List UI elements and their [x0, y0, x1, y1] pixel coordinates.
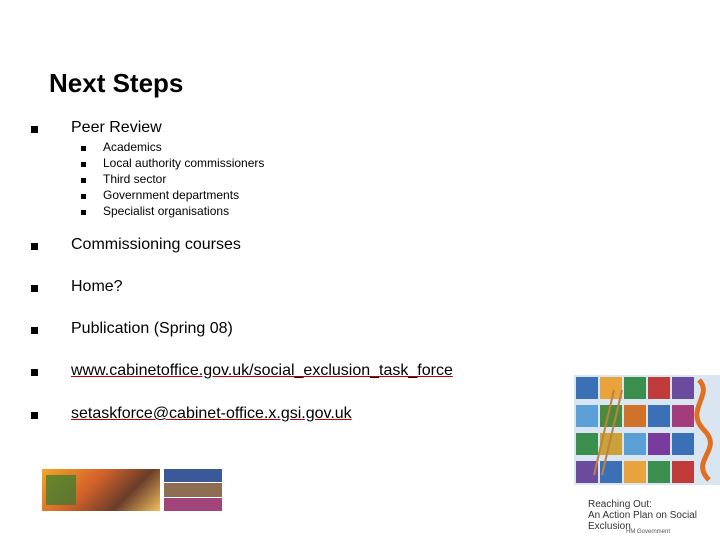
photo-tile — [46, 475, 76, 505]
snakes-ladders-board — [574, 375, 720, 485]
photo-strip — [42, 469, 222, 511]
peer-review-label: Peer Review — [71, 119, 162, 136]
slide-title: Next Steps — [49, 68, 184, 98]
website-link[interactable]: www.cabinetoffice.gov.uk/social_exclusion_task_force — [71, 362, 453, 379]
commissioning-courses: Commissioning courses — [71, 236, 241, 253]
bullet-icon — [81, 210, 86, 215]
publication-item: Publication (Spring 08) — [71, 320, 233, 337]
bullet-icon — [81, 146, 86, 151]
bullet-icon — [31, 369, 38, 376]
photo-tile — [164, 469, 222, 482]
sub-item-academics: Academics — [103, 140, 162, 154]
snake-icon — [574, 375, 720, 485]
home-item: Home? — [71, 278, 123, 295]
photo-tile — [164, 483, 222, 497]
sub-item-local-authority: Local authority commissioners — [103, 156, 265, 170]
email-link[interactable]: setaskforce@cabinet-office.x.gsi.gov.uk — [71, 405, 352, 422]
photo-tile — [164, 498, 222, 511]
bullet-icon — [81, 178, 86, 183]
sub-item-specialist: Specialist organisations — [103, 204, 230, 218]
bullet-icon — [31, 327, 38, 334]
cover-title: Reaching Out: An Action Plan on Social Exclusion — [588, 499, 697, 532]
report-cover-image — [574, 375, 720, 540]
bullet-icon — [31, 285, 38, 292]
bullet-icon — [81, 194, 86, 199]
sub-item-third-sector: Third sector — [103, 172, 167, 186]
bullet-icon — [81, 162, 86, 167]
cover-publisher: HM Government — [626, 529, 671, 535]
bullet-icon — [31, 126, 38, 133]
bullet-icon — [31, 412, 38, 419]
sub-item-government: Government departments — [103, 188, 240, 202]
bullet-icon — [31, 243, 38, 250]
